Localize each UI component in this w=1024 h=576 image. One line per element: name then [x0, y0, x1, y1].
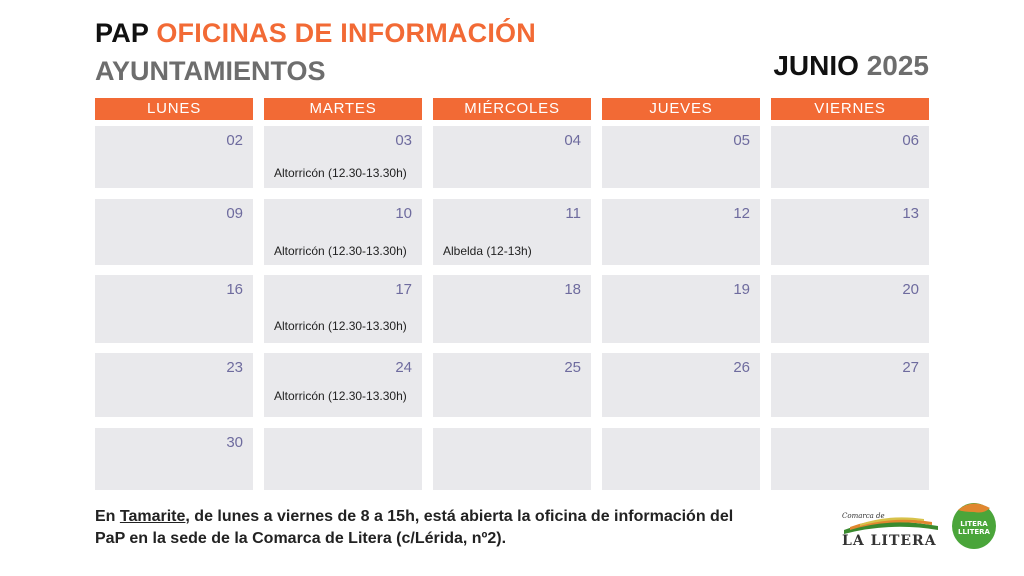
day-number: 17: [395, 281, 412, 298]
title-highlight: OFICINAS DE INFORMACIÓN: [156, 18, 536, 48]
page-title: [95, 18, 536, 49]
calendar-day-cell: [433, 275, 591, 343]
day-event: Altorricón (12.30-13.30h): [274, 389, 407, 403]
day-number: 30: [226, 434, 243, 451]
day-event: Altorricón (12.30-13.30h): [274, 166, 407, 180]
day-number: 25: [564, 359, 581, 376]
day-event: Albelda (12-13h): [443, 244, 532, 258]
calendar-day-cell: [771, 199, 929, 265]
weekday-header: JUEVES: [602, 98, 760, 120]
day-number: 06: [902, 132, 919, 149]
day-number: 13: [902, 205, 919, 222]
day-number: 23: [226, 359, 243, 376]
comarca-litera-logo: [840, 508, 942, 548]
day-number: 19: [733, 281, 750, 298]
calendar-day-cell: [264, 126, 422, 188]
calendar-day-cell: [433, 353, 591, 417]
year-label: 2025: [866, 50, 929, 81]
page-subtitle: AYUNTAMIENTOS: [95, 56, 326, 86]
day-event: Altorricón (12.30-13.30h): [274, 319, 407, 333]
footer-text-2: , de lunes a viernes de 8 a 15h, está abierta la oficina de información del PaP en la sede de la Comarca de Litera (c/Lérida, nº2).: [95, 508, 734, 547]
calendar-day-cell: [95, 126, 253, 188]
calendar-day-cell: [433, 126, 591, 188]
calendar-day-cell: [602, 275, 760, 343]
day-number: 24: [395, 359, 412, 376]
calendar-day-cell: [771, 275, 929, 343]
litera-badge-logo: [950, 500, 998, 550]
calendar-day-cell: [771, 353, 929, 417]
calendar-day-cell: [602, 199, 760, 265]
month-label: JUNIO: [773, 50, 859, 81]
calendar-day-cell: [95, 199, 253, 265]
weekday-header: LUNES: [95, 98, 253, 120]
calendar-day-cell: [771, 126, 929, 188]
calendar-day-cell: [602, 353, 760, 417]
day-number: 03: [395, 132, 412, 149]
day-number: 04: [564, 132, 581, 149]
weekday-header: MIÉRCOLES: [433, 98, 591, 120]
day-number: 10: [395, 205, 412, 222]
weekday-header: MARTES: [264, 98, 422, 120]
badge-line-2: LLITERA: [958, 528, 990, 536]
calendar-day-cell: [264, 199, 422, 265]
weekday-header: VIERNES: [771, 98, 929, 120]
footer-place: Tamarite: [119, 508, 186, 525]
calendar-day-cell: [264, 275, 422, 343]
day-number: 02: [226, 132, 243, 149]
day-number: 11: [565, 205, 581, 222]
logo-name-text: LA LITERA: [842, 533, 937, 548]
badge-line-1: LITERA: [960, 520, 988, 528]
day-number: 05: [733, 132, 750, 149]
calendar-day-cell: [95, 275, 253, 343]
footer-note: [95, 506, 745, 550]
footer-text-1: En: [95, 508, 120, 525]
title-pap: PAP: [95, 18, 149, 48]
day-number: 27: [902, 359, 919, 376]
day-number: 16: [226, 281, 243, 298]
calendar-day-cell: [433, 199, 591, 265]
calendar-day-cell: [95, 428, 253, 490]
calendar-day-cell: [264, 428, 422, 490]
calendar-day-cell: [602, 428, 760, 490]
calendar-day-cell: [95, 353, 253, 417]
calendar-day-cell: [602, 126, 760, 188]
calendar-day-cell: [264, 353, 422, 417]
logo-small-text: Comarca de: [842, 512, 885, 520]
day-number: 09: [226, 205, 243, 222]
day-number: 20: [902, 281, 919, 298]
calendar-day-cell: [433, 428, 591, 490]
day-number: 12: [733, 205, 750, 222]
calendar-day-cell: [771, 428, 929, 490]
day-number: 18: [564, 281, 581, 298]
month-year: [773, 50, 929, 82]
day-number: 26: [733, 359, 750, 376]
day-event: Altorricón (12.30-13.30h): [274, 244, 407, 258]
